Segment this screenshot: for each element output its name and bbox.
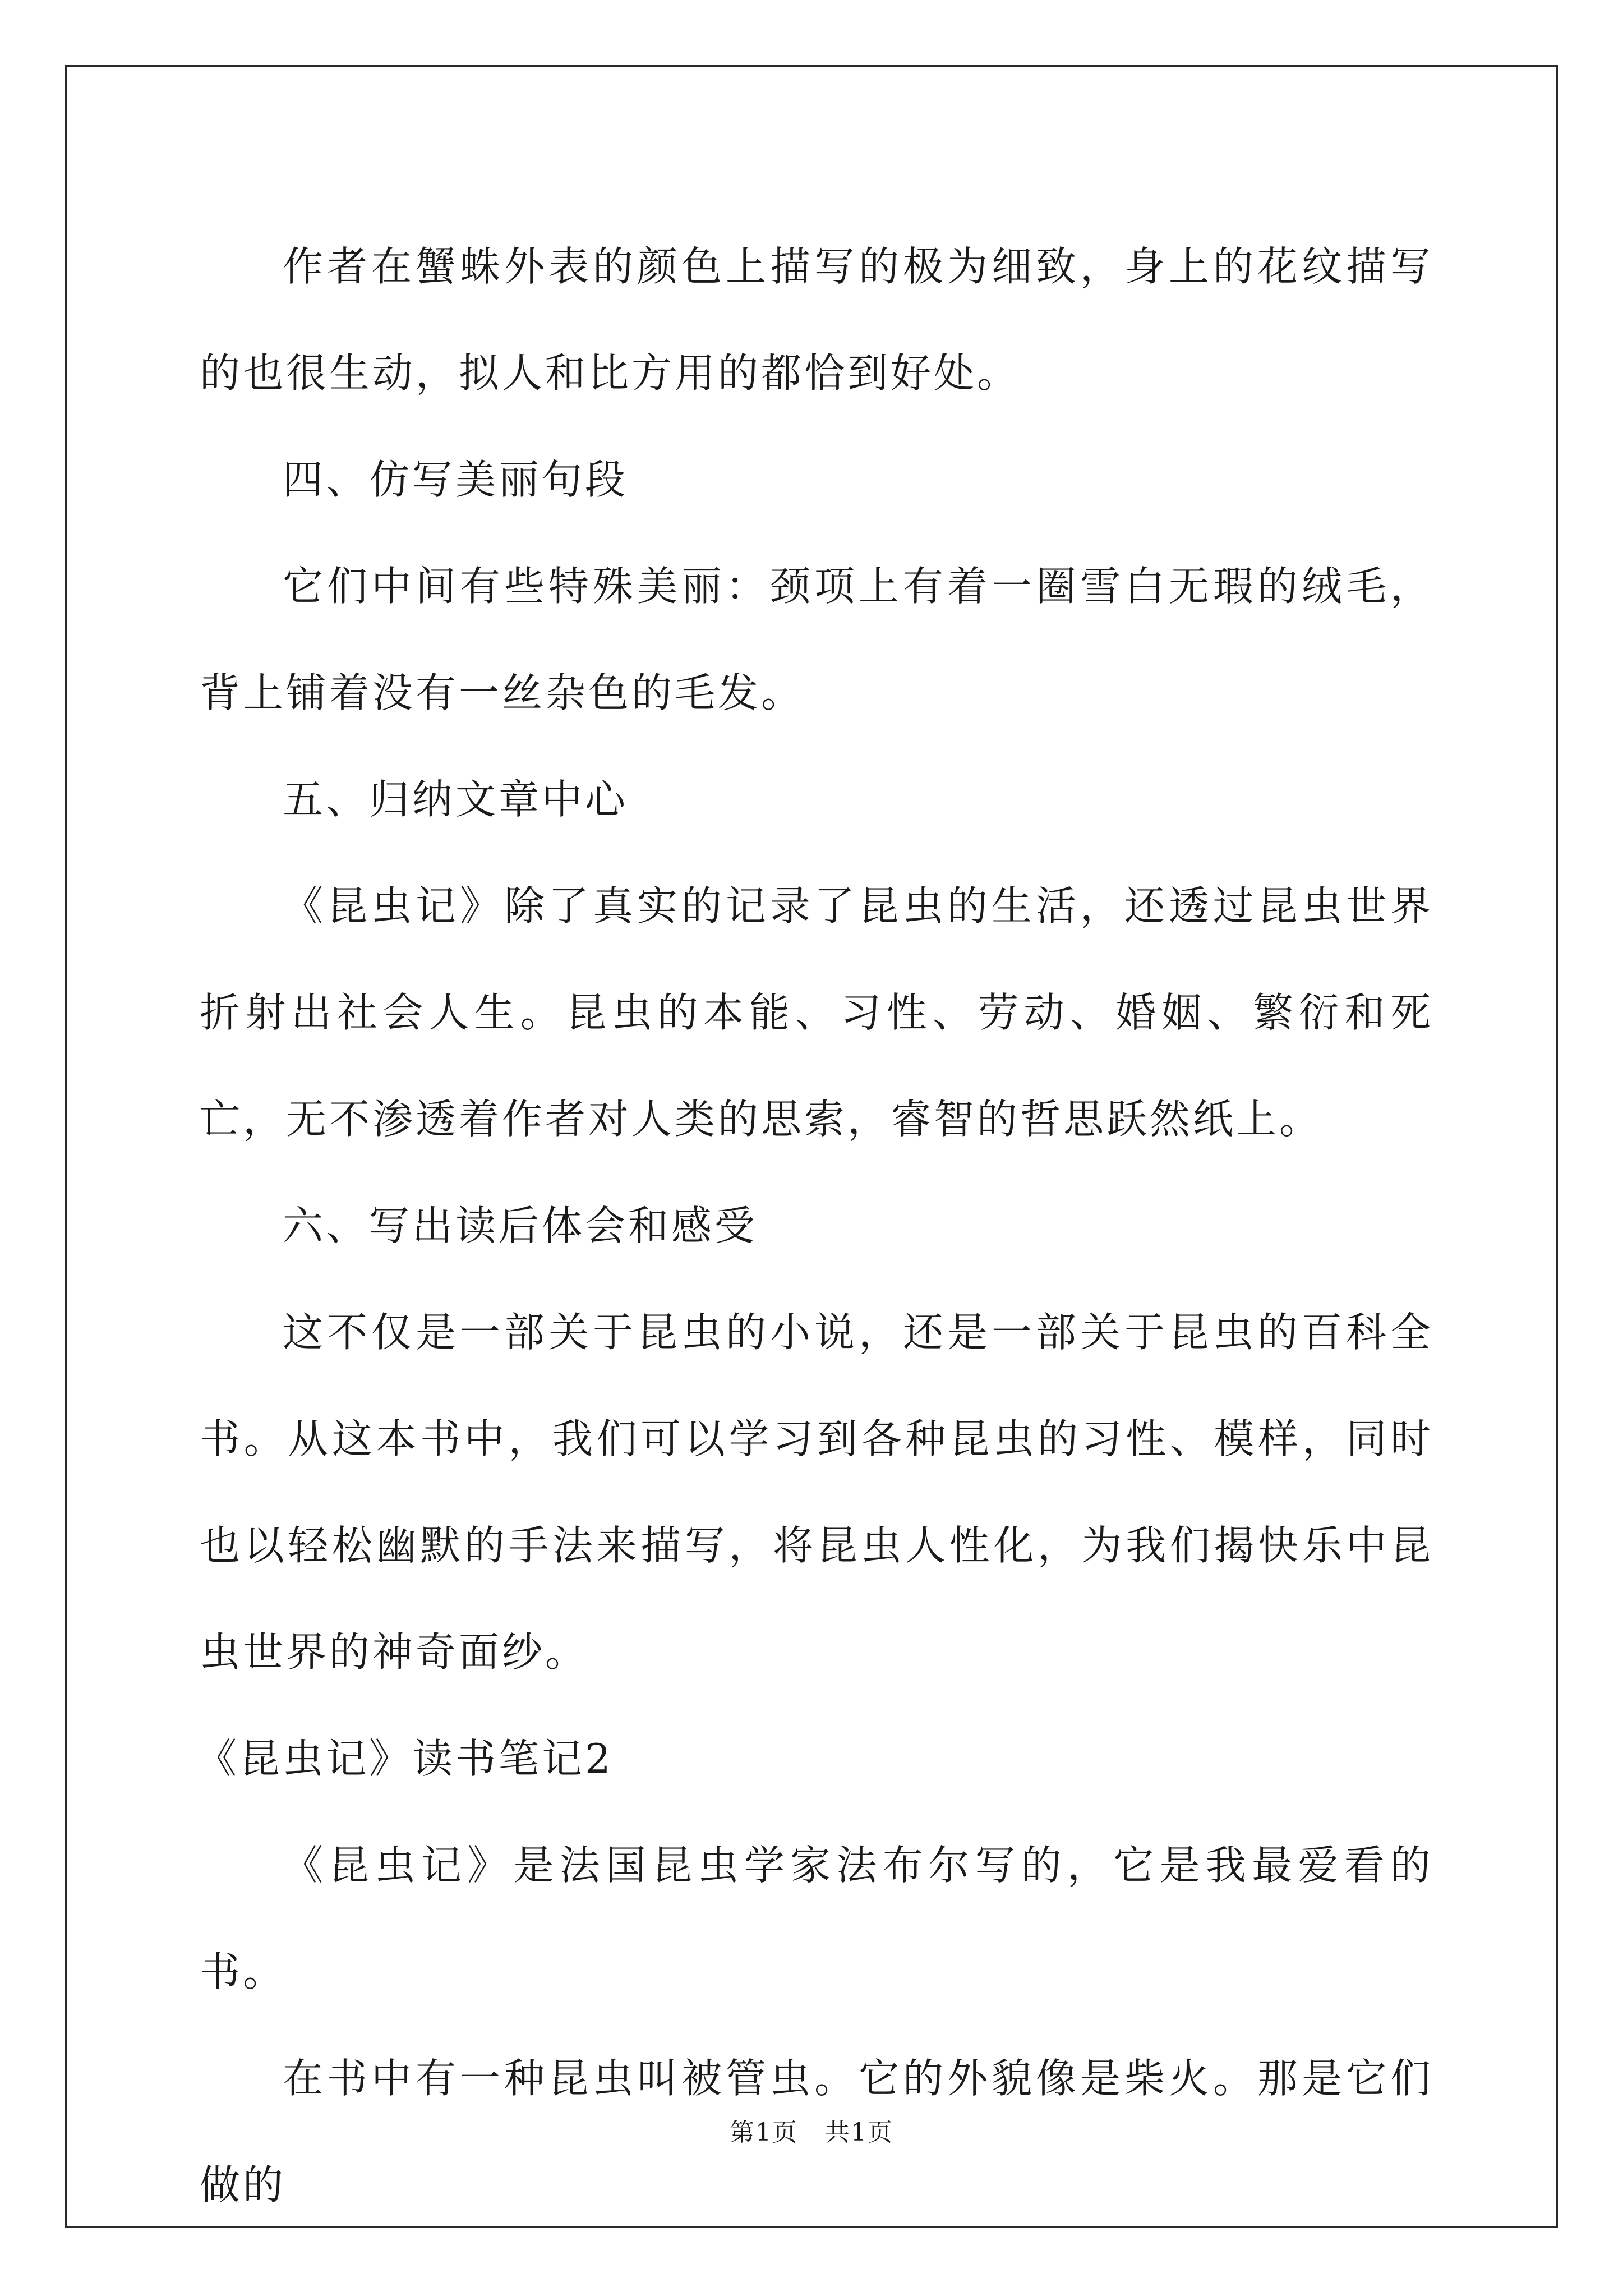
heading-section-six: 六、写出读后体会和感受 <box>283 1202 758 1249</box>
paragraph-note2-intro: 《昆虫记》是法国昆虫学家法布尔写的，它是我最爱看的书。 <box>200 1842 1433 1995</box>
paragraph-reflection: 这不仅是一部关于昆虫的小说，还是一部关于昆虫的百科全书。从这本书中，我们可以学习到各种昆虫的习性、模样，同时也以轻松幽默的手法来描写，将昆虫人性化，为我们揭快乐中昆虫世界的神奇面纱。 <box>200 1309 1433 1676</box>
paragraph-note2-continued: 在书中有一种昆虫叫被管虫。它的外貌像是柴火。那是它们做的 <box>200 2055 1433 2208</box>
heading-section-four: 四、仿写美丽句段 <box>283 456 629 503</box>
document-body <box>196 213 1433 2238</box>
page-number-footer: 第1页 共1页 <box>730 2118 893 2147</box>
paragraph-imitation-writing: 它们中间有些特殊美丽：颈项上有着一圈雪白无瑕的绒毛，背上铺着没有一丝杂色的毛发。 <box>200 563 1433 716</box>
note-title-2: 《昆虫记》读书笔记2 <box>196 1735 614 1782</box>
paragraph-crab-spider-description: 作者在蟹蛛外表的颜色上描写的极为细致，身上的花纹描写的也很生动，拟人和比方用的都恰到好处。 <box>200 243 1433 397</box>
paragraph-central-idea: 《昆虫记》除了真实的记录了昆虫的生活，还透过昆虫世界折射出社会人生。昆虫的本能、习性、劳动、婚姻、繁衍和死亡，无不渗透着作者对人类的思索，睿智的哲思跃然纸上。 <box>200 882 1433 1143</box>
heading-section-five: 五、归纳文章中心 <box>283 776 629 823</box>
